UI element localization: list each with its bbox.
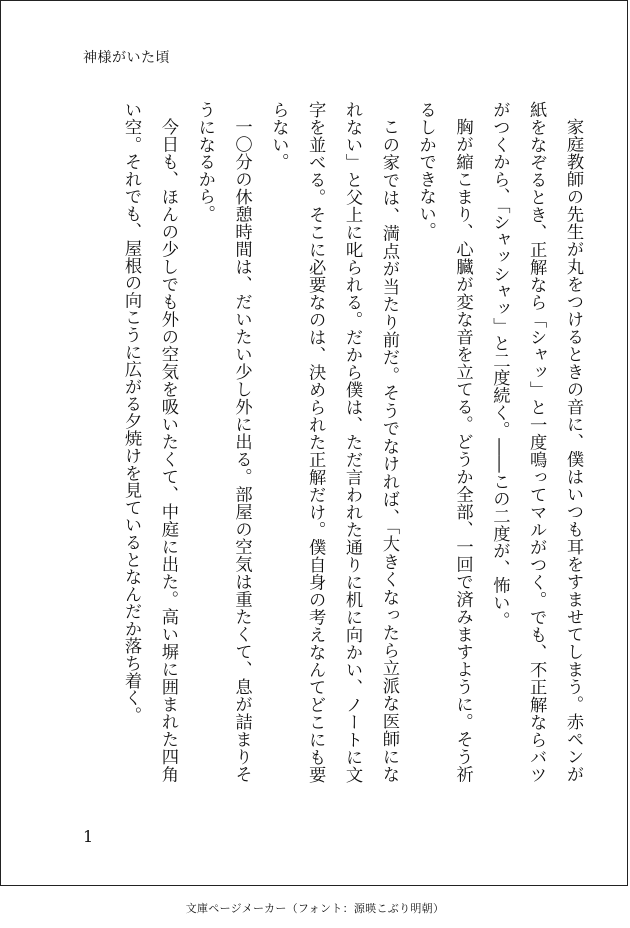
- paragraph: 今日も、ほんの少しでも外の空気を吸いたくて、中庭に出た。高い塀に囲まれた四角い空。それでも、屋根の向こうに広がる夕焼けを見ているとなんだか落ち着く。: [121, 101, 178, 783]
- body-text: [112, 101, 591, 783]
- paragraph: この家では、満点が当たり前だ。そうでなければ、「大きくなったら立派な医師になれない」と父上に叱られる。だから僕は、ただ言われた通りに机に向かい、ノートに文字を並べる。そこに必要なのは、決められた正解だけ。僕自身の考えなんてどこにも要らない。: [268, 101, 399, 783]
- paragraph: 胸が縮こまり、心臓が変な音を立てる。どうか全部、一回で済みますように。そう祈るしかできない。: [415, 101, 473, 783]
- paragraph: 一〇分の休憩時間は、だいたい少し外に出る。部屋の空気は重たくて、息が詰まりそうになるから。: [194, 101, 252, 783]
- running-title: 神様がいた頃: [83, 50, 170, 66]
- page-number: 1: [83, 827, 94, 846]
- footer-credit: 文庫ページメーカー（フォント：源暎こぶり明朝）: [185, 902, 445, 915]
- paragraph: 家庭教師の先生が丸をつけるときの音に、僕はいつも耳をすませてしまう。赤ペンが紙をなぞるとき、正解なら「シャッ」と一度鳴ってマルがつく。でも、不正解ならバツがつくから、「シャッシャッ」と二度続く。――この二度が、怖い。: [489, 101, 583, 783]
